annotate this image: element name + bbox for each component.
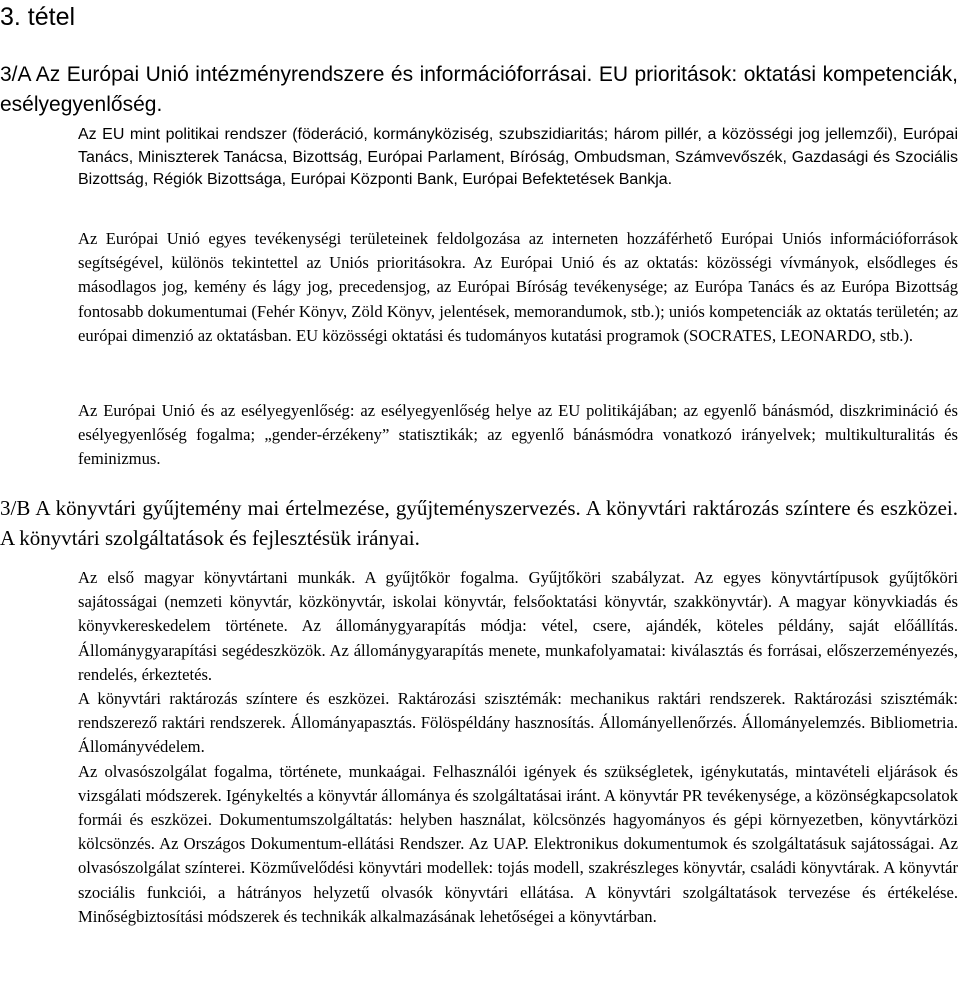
section-b-body [78,566,958,929]
section-b-paragraph-3: Az olvasószolgálat fogalma, története, munkaágai. Felhasználói igények és szükségletek, igénykutatás, mintavételi eljárások és vizsgálati módszerek. Igénykeltés a könyvtár állománya és szolgáltatásai iránt. A könyvtár PR tevékenysége, a közönségkapcsolatok formái és eszközei. Dokumentumszolgáltatás: helyben használat, kölcsönzés hagyományos és gépi környezetben, könyvtárközi kölcsönzés. Az Országos Dokumentum-ellátási Rendszer. Az UAP. Elektronikus dokumentumok és szolgáltatásuk sajátosságai. Az olvasószolgálat színterei. Közművelődési könyvtári modellek: tojás modell, szakrészleges könyvtár, családi könyvtárak. A könyvtár szociális funkciói, a hátrányos helyzetű olvasók könyvtári ellátása. A könyvtári szolgáltatások tervezése és értékelése. Minőségbiztosítási módszerek és technikák alkalmazásának lehetőségei a könyvtárban. [78,761,958,926]
page-title: 3. tétel [0,3,76,31]
section-a-paragraph-3: Az Európai Unió és az esélyegyenlőség: az esélyegyenlőség helye az EU politikájában; az egyenlő bánásmód, diszkrimináció és esélyegyenlőség fogalma; „gender-érzékeny” statisztikák; az egyenlő bánásmódra vonatkozó irányelvek; multikulturalitás és feminizmus. [78,401,958,469]
section-a-title: 3/A Az Európai Unió intézményrendszere és információforrásai. EU prioritások: oktatási kompetenciák, esélyegyenlőség. [0,63,958,116]
section-b-paragraph-1: Az első magyar könyvtártani munkák. A gyűjtőkör fogalma. Gyűjtőköri szabályzat. Az egyes könyvtártípusok gyűjtőköri sajátosságai (nemzeti könyvtár, közkönyvtár, iskolai könyvtár, felsőoktatási könyvtár, szakkönyvtár). A magyar könyvkiadás és könyvkereskedelem története. Az állománygyarapítás módja: vétel, csere, ajándék, köteles példány, saját előállítás. Állománygyarapítási segédeszközök. Az állománygyarapítás menete, munkafolyamatai: kiválasztás és forrásai, előszerzeményezés, rendelés, érkeztetés. [78,568,958,684]
section-b-title: 3/B A könyvtári gyűjtemény mai értelmezése, gyűjteményszervezés. A könyvtári raktározás színtere és eszközei. A könyvtári szolgáltatások és fejlesztésük irányai. [0,496,958,550]
section-a-paragraph-2: Az Európai Unió egyes tevékenységi területeinek feldolgozása az interneten hozzáférhető Európai Uniós információforrások segítségével, különös tekintettel az Uniós prioritásokra. Az Európai Unió és az oktatás: közösségi vívmányok, elsődleges és másodlagos jog, kemény és lágy jog, precedensjog, az Európai Bíróság tevékenysége; az Európa Tanács és az Európa Bizottság fontosabb dokumentumai (Fehér Könyv, Zöld Könyv, jelentések, memorandumok, stb.); uniós kompetenciák az oktatás területén; az európai dimenzió az oktatásban. EU közösségi oktatási és tudományos kutatási programok (SOCRATES, LEONARDO, stb.). [78,229,958,345]
section-b-paragraph-2: A könyvtári raktározás színtere és eszközei. Raktározási szisztémák: mechanikus raktári rendszerek. Raktározási szisztémák: rendszerező raktári rendszerek. Állományapasztás. Fölöspéldány hasznosítás. Állományellenőrzés. Állományelemzés. Bibliometria. Állományvédelem. [78,689,958,757]
section-a-paragraph-1: Az EU mint politikai rendszer (föderáció, kormányköziség, szubszidiaritás; három pillér, a közösségi jog jellemzői), Európai Tanács, Miniszterek Tanácsa, Bizottság, Európai Parlament, Bíróság, Ombudsman, Számvevőszék, Gazdasági és Szociális Bizottság, Régiók Bizottsága, Európai Központi Bank, Európai Befektetések Bankja. [78,126,958,188]
